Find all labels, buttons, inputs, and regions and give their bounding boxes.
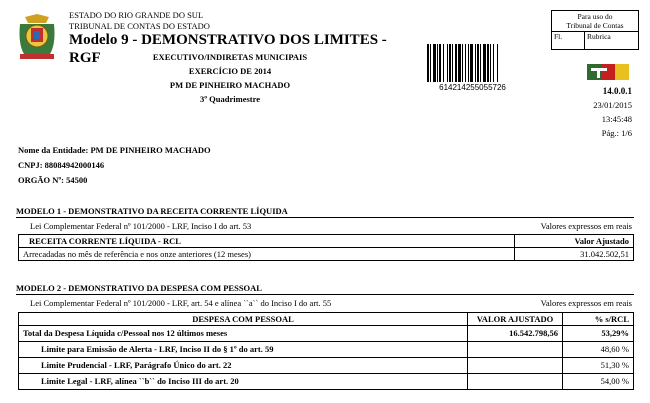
period: 3º Quadrimestre	[199, 94, 260, 104]
table-row	[19, 326, 634, 342]
entity-header: PM DE PINHEIRO MACHADO	[169, 80, 291, 90]
model2-table	[18, 312, 634, 390]
model1-title: MODELO 1 - DEMONSTRATIVO DA RECEITA CORRENTE LÍQUIDA	[16, 206, 634, 218]
model1-table	[18, 234, 634, 261]
model2-law: Lei Complementar Federal nº 101/2000 - LRF, art. 54 e alínea ``a`` do Inciso I do art. 55	[30, 298, 332, 308]
barcode-icon	[427, 44, 520, 82]
model1-values-note: Valores expressos em reais	[540, 221, 632, 231]
report-time: 13:45:48	[601, 114, 632, 124]
table-cell: Limite para Emissão de Alerta - LRF, Inciso II do § 1º do art. 59	[19, 342, 468, 358]
state-name: ESTADO DO RIO GRANDE DO SUL	[69, 10, 204, 20]
exercise-year: EXERCÍCIO DE 2014	[188, 66, 272, 76]
tribunal-use-box	[551, 10, 639, 50]
table-header-row	[19, 313, 634, 326]
header-cell: VALOR AJUSTADO	[468, 313, 563, 326]
table-row	[19, 248, 634, 261]
entity-name: Nome da Entidade: PM DE PINHEIRO MACHADO	[18, 145, 211, 155]
page-number: Pág.: 1/6	[601, 128, 632, 138]
version: 14.0.0.1	[602, 86, 632, 96]
table-cell: 31.042.502,51	[515, 248, 634, 261]
table-cell	[468, 342, 563, 358]
uso-line1: Para uso do	[577, 12, 613, 21]
table-cell: Arrecadadas no mês de referência e nos onze anteriores (12 meses)	[19, 248, 515, 261]
header-cell: RECEITA CORRENTE LÍQUIDA - RCL	[19, 235, 515, 248]
table-row	[19, 374, 634, 390]
header-cell: Valor Ajustado	[515, 235, 634, 248]
model1-law: Lei Complementar Federal nº 101/2000 - LRF, Inciso I do art. 53	[30, 221, 252, 231]
table-cell: 16.542.798,56	[468, 326, 563, 342]
entity-cnpj: CNPJ: 88084942000146	[18, 160, 105, 170]
table-cell: Limite Prudencial - LRF, Parágrafo Único do art. 22	[19, 358, 468, 374]
table-cell	[468, 374, 563, 390]
rubrica-label: Rubrica	[587, 32, 611, 41]
table-cell: 48,60 %	[563, 342, 634, 358]
coat-of-arms-logo	[16, 14, 58, 60]
tce-logo-icon	[587, 63, 629, 81]
table-cell: Limite Legal - LRF, alínea ``b`` do Inciso III do art. 20	[19, 374, 468, 390]
table-cell: 54,00 %	[563, 374, 634, 390]
report-subtitle: EXECUTIVO/INDIRETAS MUNICIPAIS	[152, 52, 308, 62]
report-title: Modelo 9 - DEMONSTRATIVO DOS LIMITES - RGF	[69, 32, 387, 66]
table-cell: Total da Despesa Líquida c/Pessoal nos 12 últimos meses	[19, 326, 468, 342]
barcode-number: 614214255055726	[439, 83, 506, 92]
model2-values-note: Valores expressos em reais	[540, 298, 632, 308]
header-cell: % s/RCL	[563, 313, 634, 326]
report-date: 23/01/2015	[593, 100, 632, 110]
uso-line2: Tribunal de Contas	[566, 21, 624, 30]
entity-orgao: ORGÃO Nº: 54500	[18, 175, 88, 185]
court-name: TRIBUNAL DE CONTAS DO ESTADO	[69, 21, 210, 31]
table-cell: 53,29%	[563, 326, 634, 342]
table-row	[19, 358, 634, 374]
table-cell: 51,30 %	[563, 358, 634, 374]
table-row	[19, 342, 634, 358]
table-header-row	[19, 235, 634, 248]
table-cell	[468, 358, 563, 374]
fl-label: Fl.	[552, 32, 585, 49]
header-cell: DESPESA COM PESSOAL	[19, 313, 468, 326]
model2-title: MODELO 2 - DEMONSTRATIVO DA DESPESA COM PESSOAL	[16, 283, 634, 295]
